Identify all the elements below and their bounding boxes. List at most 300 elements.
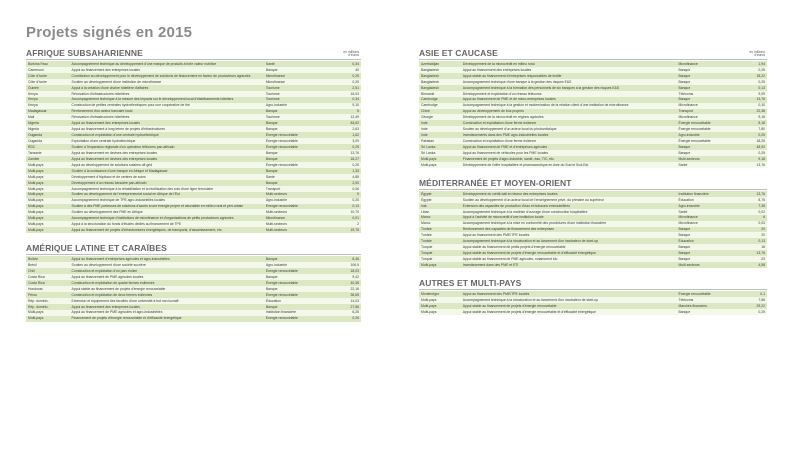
amount-cell: 0,13 — [327, 204, 361, 210]
region-section — [419, 44, 767, 168]
country-cell: Azerbaïdjan — [419, 61, 461, 67]
amount-cell: 0,01 — [327, 215, 361, 221]
description-cell: Accompagnement technique d'une banque à la gestion des risques E&S — [461, 79, 677, 85]
sector-cell: Banque — [264, 126, 328, 132]
amount-cell: 1,94 — [736, 61, 767, 67]
amount-cell: 40 — [327, 67, 361, 73]
description-cell: Appui au financement de véhicules pour les PME locales — [461, 150, 677, 156]
amount-cell: 15,78 — [327, 227, 361, 233]
sector-cell: Banque — [264, 109, 328, 115]
sector-cell: Banque — [677, 85, 736, 91]
description-cell: Rénovation d'infrastructures hôtelières — [70, 91, 264, 97]
description-cell: Développement d'un réseau bancaire pan-africain — [70, 180, 264, 186]
sector-cell: Énergie renouvelable — [264, 138, 328, 144]
amount-cell: 5,18 — [736, 120, 767, 126]
amount-cell: 0,02 — [736, 209, 767, 215]
amount-cell: 9,09 — [736, 91, 767, 97]
sector-cell: Banque — [264, 156, 328, 162]
sector-cell: Banque — [264, 150, 328, 156]
amount-cell: 18,22 — [736, 73, 767, 79]
sector-cell: Énergie renouvelable — [264, 144, 328, 150]
country-cell: Multi-pays — [419, 303, 461, 309]
sector-cell: Banque — [677, 309, 736, 315]
sector-cell: Multi-secteurs — [264, 209, 328, 215]
sector-cell: Multi-secteurs — [264, 221, 328, 227]
sector-cell: Tourisme — [264, 91, 328, 97]
table-row — [26, 316, 361, 322]
country-cell: Sri Lanka — [419, 144, 461, 150]
country-cell: Multi-pays — [26, 204, 70, 210]
amount-cell: 13,76 — [736, 97, 767, 103]
description-cell: Développement et exploitation d'un réseau télécoms — [461, 91, 677, 97]
country-cell: Turquie — [419, 244, 461, 250]
country-cell: Multi-pays — [419, 162, 461, 168]
sector-cell: Microfinance — [677, 221, 736, 227]
country-cell: Nigeria — [26, 120, 70, 126]
country-cell: Bangladesh — [419, 67, 461, 73]
sector-cell: Transport — [677, 109, 736, 115]
description-cell: Appui au financement de projets d'infrastructures énergétiques, de transports, d'assainissement, etc. — [70, 227, 264, 233]
description-cell: Accompagnement technique à la formation des personnels de six banques à la gestion des risques E&S — [461, 85, 677, 91]
description-cell: Appui au financement des entreprises locales — [461, 67, 677, 73]
country-cell: Inde — [419, 126, 461, 132]
country-cell: Mali — [26, 114, 70, 120]
amount-cell: 12,49 — [327, 114, 361, 120]
amount-cell: 0,25 — [327, 73, 361, 79]
unit-label: en millions d'euros — [343, 49, 359, 58]
country-cell: Bangladesh — [419, 73, 461, 79]
country-cell: Tunisie — [419, 227, 461, 233]
country-cell: Kenya — [26, 91, 70, 97]
amount-cell: 9,18 — [736, 156, 767, 162]
amount-cell: 8,46 — [327, 256, 361, 262]
amount-cell: 0,06 — [327, 186, 361, 192]
sector-cell: Énergie renouvelable — [264, 162, 328, 168]
region-header — [419, 274, 767, 290]
region-title: AUTRES ET MULTI-PAYS — [419, 278, 522, 289]
description-cell: Construction de petites centrales hydroélectriques pour une coopérative de thé — [70, 103, 264, 109]
sector-cell: Éducation — [677, 238, 736, 244]
sector-cell: Banque — [264, 168, 328, 174]
sector-cell: Microfinance — [264, 215, 328, 221]
sector-cell: Banque — [677, 67, 736, 73]
table-row — [419, 162, 767, 168]
country-cell: Multi-pays — [26, 174, 70, 180]
description-cell: Accompagnement technique à la maîtrise d'ouvrage d'une construction hospitalière — [461, 209, 677, 215]
amount-cell: 2,63 — [327, 126, 361, 132]
sector-cell: Multi-secteurs — [264, 227, 328, 233]
amount-cell: 7,88 — [736, 297, 767, 303]
sector-cell: Banque — [264, 180, 328, 186]
amount-cell: 7,80 — [736, 126, 767, 132]
projects-table — [26, 256, 361, 321]
description-cell: Appui stable au financement d'entreprises responsables de textile — [461, 73, 677, 79]
country-cell: Multi-pays — [26, 192, 70, 198]
table-row — [419, 262, 767, 268]
amount-cell: 9,10 — [327, 103, 361, 109]
sector-cell: Agro-industrie — [677, 132, 736, 138]
country-cell: Bangladesh — [419, 85, 461, 91]
country-cell: Tunisie — [419, 238, 461, 244]
description-cell: Soutien au développement d'un acteur local de l'enseignement privé, du primaire au supérieur — [461, 197, 677, 203]
sector-cell: Banque — [264, 120, 328, 126]
amount-cell: 0,03 — [736, 221, 767, 227]
amount-cell: 18 — [736, 244, 767, 250]
sector-cell: Énergie renouvelable — [677, 138, 736, 144]
amount-cell: 29,22 — [736, 303, 767, 309]
sector-cell: Banque — [264, 274, 328, 280]
country-cell: Multi-pays — [26, 215, 70, 221]
country-cell: Inde — [419, 120, 461, 126]
country-cell: Liban — [419, 209, 461, 215]
amount-cell: 4,85 — [327, 174, 361, 180]
country-cell: Égypte — [419, 197, 461, 203]
sector-cell: Banque — [677, 256, 736, 262]
country-cell: Madagascar — [26, 109, 70, 115]
description-cell: Appui au financement de PME et de micro-entreprises locales — [461, 97, 677, 103]
description-cell: Renforcement des capacités de financement des entreprises — [461, 227, 677, 233]
amount-cell: 20 — [736, 232, 767, 238]
country-cell: Multi-pays — [26, 310, 70, 316]
description-cell: Soutien au développement d'une institution de microfinance — [70, 79, 264, 85]
description-cell: Construction et exploitation d'une ferme éolienne — [461, 138, 677, 144]
sector-cell: Banque — [677, 244, 736, 250]
country-cell: Multi-pays — [26, 221, 70, 227]
country-cell: Pérou — [26, 292, 70, 298]
amount-cell: 0,13 — [736, 238, 767, 244]
description-cell: Appui stable au financement de projets d'énergie renouvelable et d'efficacité énergétique — [461, 250, 677, 256]
sector-cell: Agro-industrie — [677, 203, 736, 209]
amount-cell: 4,58 — [736, 262, 767, 268]
description-cell: Accompagnement technique à la mise en conformité des procédures d'une institution financière — [461, 221, 677, 227]
description-cell: Appui au financement d'entreprises agricoles et agro-industrielles — [70, 256, 264, 262]
amount-cell: 13,76 — [736, 191, 767, 197]
sector-cell: Agro-industrie — [264, 198, 328, 204]
description-cell: Renforcement d'un acteur bancaire local — [70, 109, 264, 115]
table-row — [419, 309, 767, 315]
amount-cell: 1,62 — [327, 132, 361, 138]
country-cell: Rép. dominic. — [26, 298, 70, 304]
sector-cell: Santé — [264, 174, 328, 180]
projects-table — [419, 61, 767, 168]
sector-cell: Banque — [264, 286, 328, 292]
description-cell: Appui au financement de PME agricoles locales — [70, 274, 264, 280]
country-cell: Costa Rica — [26, 280, 70, 286]
sector-cell: Télécoms — [677, 297, 736, 303]
sector-cell: Microfinance — [264, 79, 328, 85]
right-column — [419, 44, 767, 321]
sector-cell: Institution financière — [677, 191, 736, 197]
sector-cell: Banque — [677, 73, 736, 79]
country-cell: Multi-pays — [419, 309, 461, 315]
sector-cell: Multi-secteurs — [677, 262, 736, 268]
amount-cell: 10,70 — [327, 209, 361, 215]
sector-cell: Banque — [677, 144, 736, 150]
country-cell: Bolivie — [26, 256, 70, 262]
sector-cell: Microfinance — [677, 215, 736, 221]
table-row — [26, 227, 361, 233]
description-cell: Financement de projets d'agro-industrie, santé, eau, TIC, etc. — [461, 156, 677, 162]
sector-cell: Agro-industrie — [264, 103, 328, 109]
region-section — [419, 174, 767, 268]
amount-cell: 9,18 — [736, 114, 767, 120]
sector-cell: Banque — [677, 227, 736, 233]
country-cell: Tanzanie — [26, 150, 70, 156]
projects-table — [26, 61, 361, 233]
amount-cell: 6,26 — [327, 310, 361, 316]
description-cell: Accompagnement technique à la gestion et modernisation de la relation client d'une institution de microfinance — [461, 103, 677, 109]
region-title: MÉDITERRANÉE ET MOYEN-ORIENT — [419, 177, 572, 188]
description-cell: Financement de projets d'énergie renouvelable et d'efficacité énergétique — [70, 316, 264, 322]
amount-cell: 2,51 — [327, 85, 361, 91]
amount-cell: 0,25 — [736, 132, 767, 138]
description-cell: Appui au financement des entreprises locales — [70, 120, 264, 126]
country-cell: Tunisie — [419, 232, 461, 238]
amount-cell: 0,25 — [327, 162, 361, 168]
sector-cell: Banque — [264, 256, 328, 262]
region-header — [419, 174, 767, 190]
amount-cell: 22,16 — [327, 286, 361, 292]
sector-cell: Banque — [677, 250, 736, 256]
country-cell: Burkina Faso — [26, 61, 70, 67]
description-cell: Appui stable au financement de projets d'énergie renouvelable — [461, 303, 677, 309]
country-cell: Multi-pays — [26, 180, 70, 186]
amount-cell: 0,13 — [736, 85, 767, 91]
sector-cell: Éducation — [264, 298, 328, 304]
amount-cell: 22,38 — [736, 109, 767, 115]
sector-cell: Énergie renouvelable — [677, 126, 736, 132]
country-cell: Chine — [419, 109, 461, 115]
region-header — [26, 44, 361, 60]
country-cell: Multi-pays — [419, 156, 461, 162]
description-cell: Développement de l'offre hospitalière et pharmaceutique en Asie du Sud et Sud-Est — [461, 162, 677, 168]
description-cell: Appui au financement de PME et d'entreprises agricoles — [461, 144, 677, 150]
sector-cell: Transport — [264, 186, 328, 192]
country-cell: Multi-pays — [419, 262, 461, 268]
country-cell: Maroc — [419, 221, 461, 227]
country-cell: Géorgie — [419, 114, 461, 120]
amount-cell: 13,76 — [327, 150, 361, 156]
description-cell: Extension des capacités de production d'eau et boissons embouteillées — [461, 203, 677, 209]
country-cell: Côte d'Ivoire — [26, 79, 70, 85]
amount-cell: 18,03 — [327, 268, 361, 274]
country-cell: Ouganda — [26, 132, 70, 138]
country-cell: Monténégro — [419, 291, 461, 297]
description-cell: Appui stable au financement de projets d'énergie renouvelable — [70, 286, 264, 292]
amount-cell: 16,03 — [327, 91, 361, 97]
country-cell: Brésil — [26, 262, 70, 268]
sector-cell: Tourisme — [264, 85, 328, 91]
amount-cell: 23 — [736, 256, 767, 262]
description-cell: Accompagnement technique à la réhabilitation et la réutilisation des sols d'une ligne ferroviaire — [70, 186, 264, 192]
description-cell: Construction et exploitation de deux fermes éoliennes — [70, 292, 264, 298]
description-cell: Investissements dans des PME agro-industrielles locales — [461, 132, 677, 138]
amount-cell: 0,29 — [327, 144, 361, 150]
amount-cell: 3,09 — [327, 138, 361, 144]
country-cell: Multi-pays — [26, 227, 70, 233]
country-cell: Multi-pays — [26, 168, 70, 174]
region-title: AFRIQUE SUBSAHARIENNE — [26, 48, 143, 58]
sector-cell: Énergie renouvelable — [264, 316, 328, 322]
country-cell: Pakistan — [419, 138, 461, 144]
sector-cell: Multi-secteurs — [264, 192, 328, 198]
region-header — [419, 44, 767, 60]
description-cell: Construction et exploitation d'une centrale hydroélectrique — [70, 132, 264, 138]
amount-cell: 0,25 — [736, 150, 767, 156]
description-cell: Investissement dans des PME et ETI — [461, 262, 677, 268]
country-cell: Turquie — [419, 250, 461, 256]
left-column — [26, 44, 361, 328]
sector-cell: Banque — [677, 97, 736, 103]
country-cell: Sri Lanka — [419, 150, 461, 156]
description-cell: Appui stable au financement de projets d'énergie renouvelable et d'efficacité énergétique — [461, 309, 677, 315]
amount-cell: 48,92 — [736, 144, 767, 150]
description-cell: Appui au financement en devises des entreprises locales — [70, 156, 264, 162]
description-cell: Appui au développement de solutions solaires off-grid — [70, 162, 264, 168]
country-cell: Ouganda — [26, 138, 70, 144]
country-cell: Costa Rica — [26, 274, 70, 280]
country-cell: Guinée — [26, 85, 70, 91]
sector-cell: Énergie renouvelable — [264, 292, 328, 298]
amount-cell: 2,00 — [327, 180, 361, 186]
sector-cell: Microfinance — [677, 114, 736, 120]
amount-cell: 18,26 — [736, 138, 767, 144]
amount-cell: 14,03 — [327, 298, 361, 304]
description-cell: Appui à la création d'une chaîne hôtelière d'affaires — [70, 85, 264, 91]
amount-cell: 40,38 — [327, 280, 361, 286]
amount-cell: 0,25 — [327, 79, 361, 85]
country-cell: Bangladesh — [419, 79, 461, 85]
amount-cell: 8,75 — [736, 197, 767, 203]
sector-cell: Marchés financiers — [677, 303, 736, 309]
description-cell: Construction et exploitation d'un parc éolien — [70, 268, 264, 274]
country-cell: Irak — [419, 203, 461, 209]
sector-cell: Microfinance — [677, 61, 736, 67]
country-cell: Cambodge — [419, 97, 461, 103]
country-cell: Multi-pays — [26, 316, 70, 322]
description-cell: Construction et exploitation d'une ferme éolienne — [461, 120, 677, 126]
region-header — [26, 239, 361, 255]
sector-cell: Banque — [264, 67, 328, 73]
sector-cell: Banque — [677, 79, 736, 85]
page-title: Projets signés en 2015 — [26, 24, 193, 41]
description-cell: Accompagnement technique à la structuration et au lancement d'un incubateur de start-up — [461, 238, 677, 244]
amount-cell: 20 — [736, 227, 767, 233]
description-cell: Rénovation d'infrastructures hôtelières — [70, 114, 264, 120]
description-cell: Appui au financement des PME/TPE locales — [461, 232, 677, 238]
sector-cell: Agro-industrie — [264, 262, 328, 268]
description-cell: Accompagnement technique de TPE agro-industrielles locales — [70, 198, 264, 204]
description-cell: Exploitation d'une centrale hydroélectrique — [70, 138, 264, 144]
country-cell: Multi-pays — [26, 198, 70, 204]
description-cell: Accompagnement technique à la structuration et au lancement d'un incubateur de start-up — [461, 297, 677, 303]
region-title: ASIE ET CAUCASE — [419, 48, 498, 58]
description-cell: Appui stable au financement de PME agricoles, notamment bio — [461, 256, 677, 262]
amount-cell: 7,35 — [736, 203, 767, 209]
amount-cell: 0,10 — [736, 103, 767, 109]
sector-cell: Santé — [264, 61, 328, 67]
description-cell: Appui au financement de PME agricoles et agro-industrielles — [70, 310, 264, 316]
description-cell: Soutien au développement d'un acteur local du photovoltaïque — [461, 126, 677, 132]
country-cell: Turquie — [419, 256, 461, 262]
amount-cell: 0,34 — [327, 97, 361, 103]
country-cell: Multi-pays — [26, 209, 70, 215]
country-cell: Maroc — [419, 215, 461, 221]
country-cell: Égypte — [419, 191, 461, 197]
description-cell: Contribution au développement pour le développement de solutions de financement en faveur de producteurs agricoles — [70, 73, 264, 79]
country-cell: Nigeria — [26, 126, 70, 132]
amount-cell: 0,1 — [736, 291, 767, 297]
description-cell: Développement du crédit-bail en faveur des entreprises locales — [461, 191, 677, 197]
country-cell: Multi-pays — [26, 162, 70, 168]
country-cell: Côte d'Ivoire — [26, 73, 70, 79]
description-cell: Extension et équipement des facultés d'une université à but non lucratif — [70, 298, 264, 304]
amount-cell: 13,76 — [736, 250, 767, 256]
country-cell: Birmanie — [419, 91, 461, 97]
unit-label: en millions d'euros — [749, 49, 765, 58]
sector-cell: Tourisme — [264, 114, 328, 120]
amount-cell: 6 — [736, 215, 767, 221]
description-cell: Développement d'hôpitaux et de centres de soins — [70, 174, 264, 180]
description-cell: Appui au financement en devises des entreprises locales — [70, 150, 264, 156]
amount-cell: 106,5 — [327, 262, 361, 268]
country-cell: RDC — [26, 144, 70, 150]
amount-cell: 9,42 — [327, 274, 361, 280]
description-cell: Soutien au développement d'une société sucrière — [70, 262, 264, 268]
description-cell: Développement de la microcrédit en régions agricoles — [461, 114, 677, 120]
country-cell: Kenya — [26, 97, 70, 103]
description-cell: Appui au développement de bus propres — [461, 109, 677, 115]
region-title: AMÉRIQUE LATINE ET CARAÏBES — [26, 243, 167, 254]
description-cell: Accompagnement technique d'institutions de microfinance et d'organisations de petits producteurs agricoles — [70, 215, 264, 221]
sector-cell: Microfinance — [677, 103, 736, 109]
amount-cell: 0,26 — [327, 316, 361, 322]
amount-cell: 0,25 — [327, 198, 361, 204]
country-cell: Cambodge — [419, 103, 461, 109]
amount-cell: 0,34 — [327, 61, 361, 67]
projects-table — [419, 291, 767, 315]
region-section — [26, 44, 361, 233]
description-cell: Soutien au développement des PME en Afrique — [70, 209, 264, 215]
country-cell: Kenya — [26, 103, 70, 109]
sector-cell: Énergie renouvelable — [264, 268, 328, 274]
amount-cell: 1,33 — [327, 168, 361, 174]
description-cell: Développement de la microcrédit en milieu rural — [461, 61, 677, 67]
region-section — [26, 239, 361, 321]
description-cell: Soutien à la croissance d'une banque en Afrique et Madagascar — [70, 168, 264, 174]
sector-cell: Éducation — [677, 197, 736, 203]
description-cell: Accompagnement technique à la mesure des impacts sur le développement local d'établissements hôteliers — [70, 97, 264, 103]
sector-cell: Énergie renouvelable — [264, 280, 328, 286]
country-cell: Multi-pays — [26, 186, 70, 192]
description-cell: Appui au financement des entreprises locales — [70, 304, 264, 310]
amount-cell: 83,62 — [327, 120, 361, 126]
sector-cell: Énergie renouvelable — [264, 204, 328, 210]
amount-cell: 13,76 — [736, 162, 767, 168]
amount-cell: 27,56 — [327, 304, 361, 310]
amount-cell: 0,25 — [736, 79, 767, 85]
amount-cell: 5 — [327, 192, 361, 198]
sector-cell: Énergie renouvelable — [264, 132, 328, 138]
sector-cell: Banque — [264, 304, 328, 310]
sector-cell: Tourisme — [264, 97, 328, 103]
country-cell: Rép. dominic. — [26, 304, 70, 310]
amount-cell: 2 — [327, 221, 361, 227]
description-cell: Appui au financement à long terme de projets d'infrastructures — [70, 126, 264, 132]
amount-cell: 36,65 — [327, 292, 361, 298]
country-cell: Zambie — [26, 156, 70, 162]
country-cell: Honduras — [26, 286, 70, 292]
